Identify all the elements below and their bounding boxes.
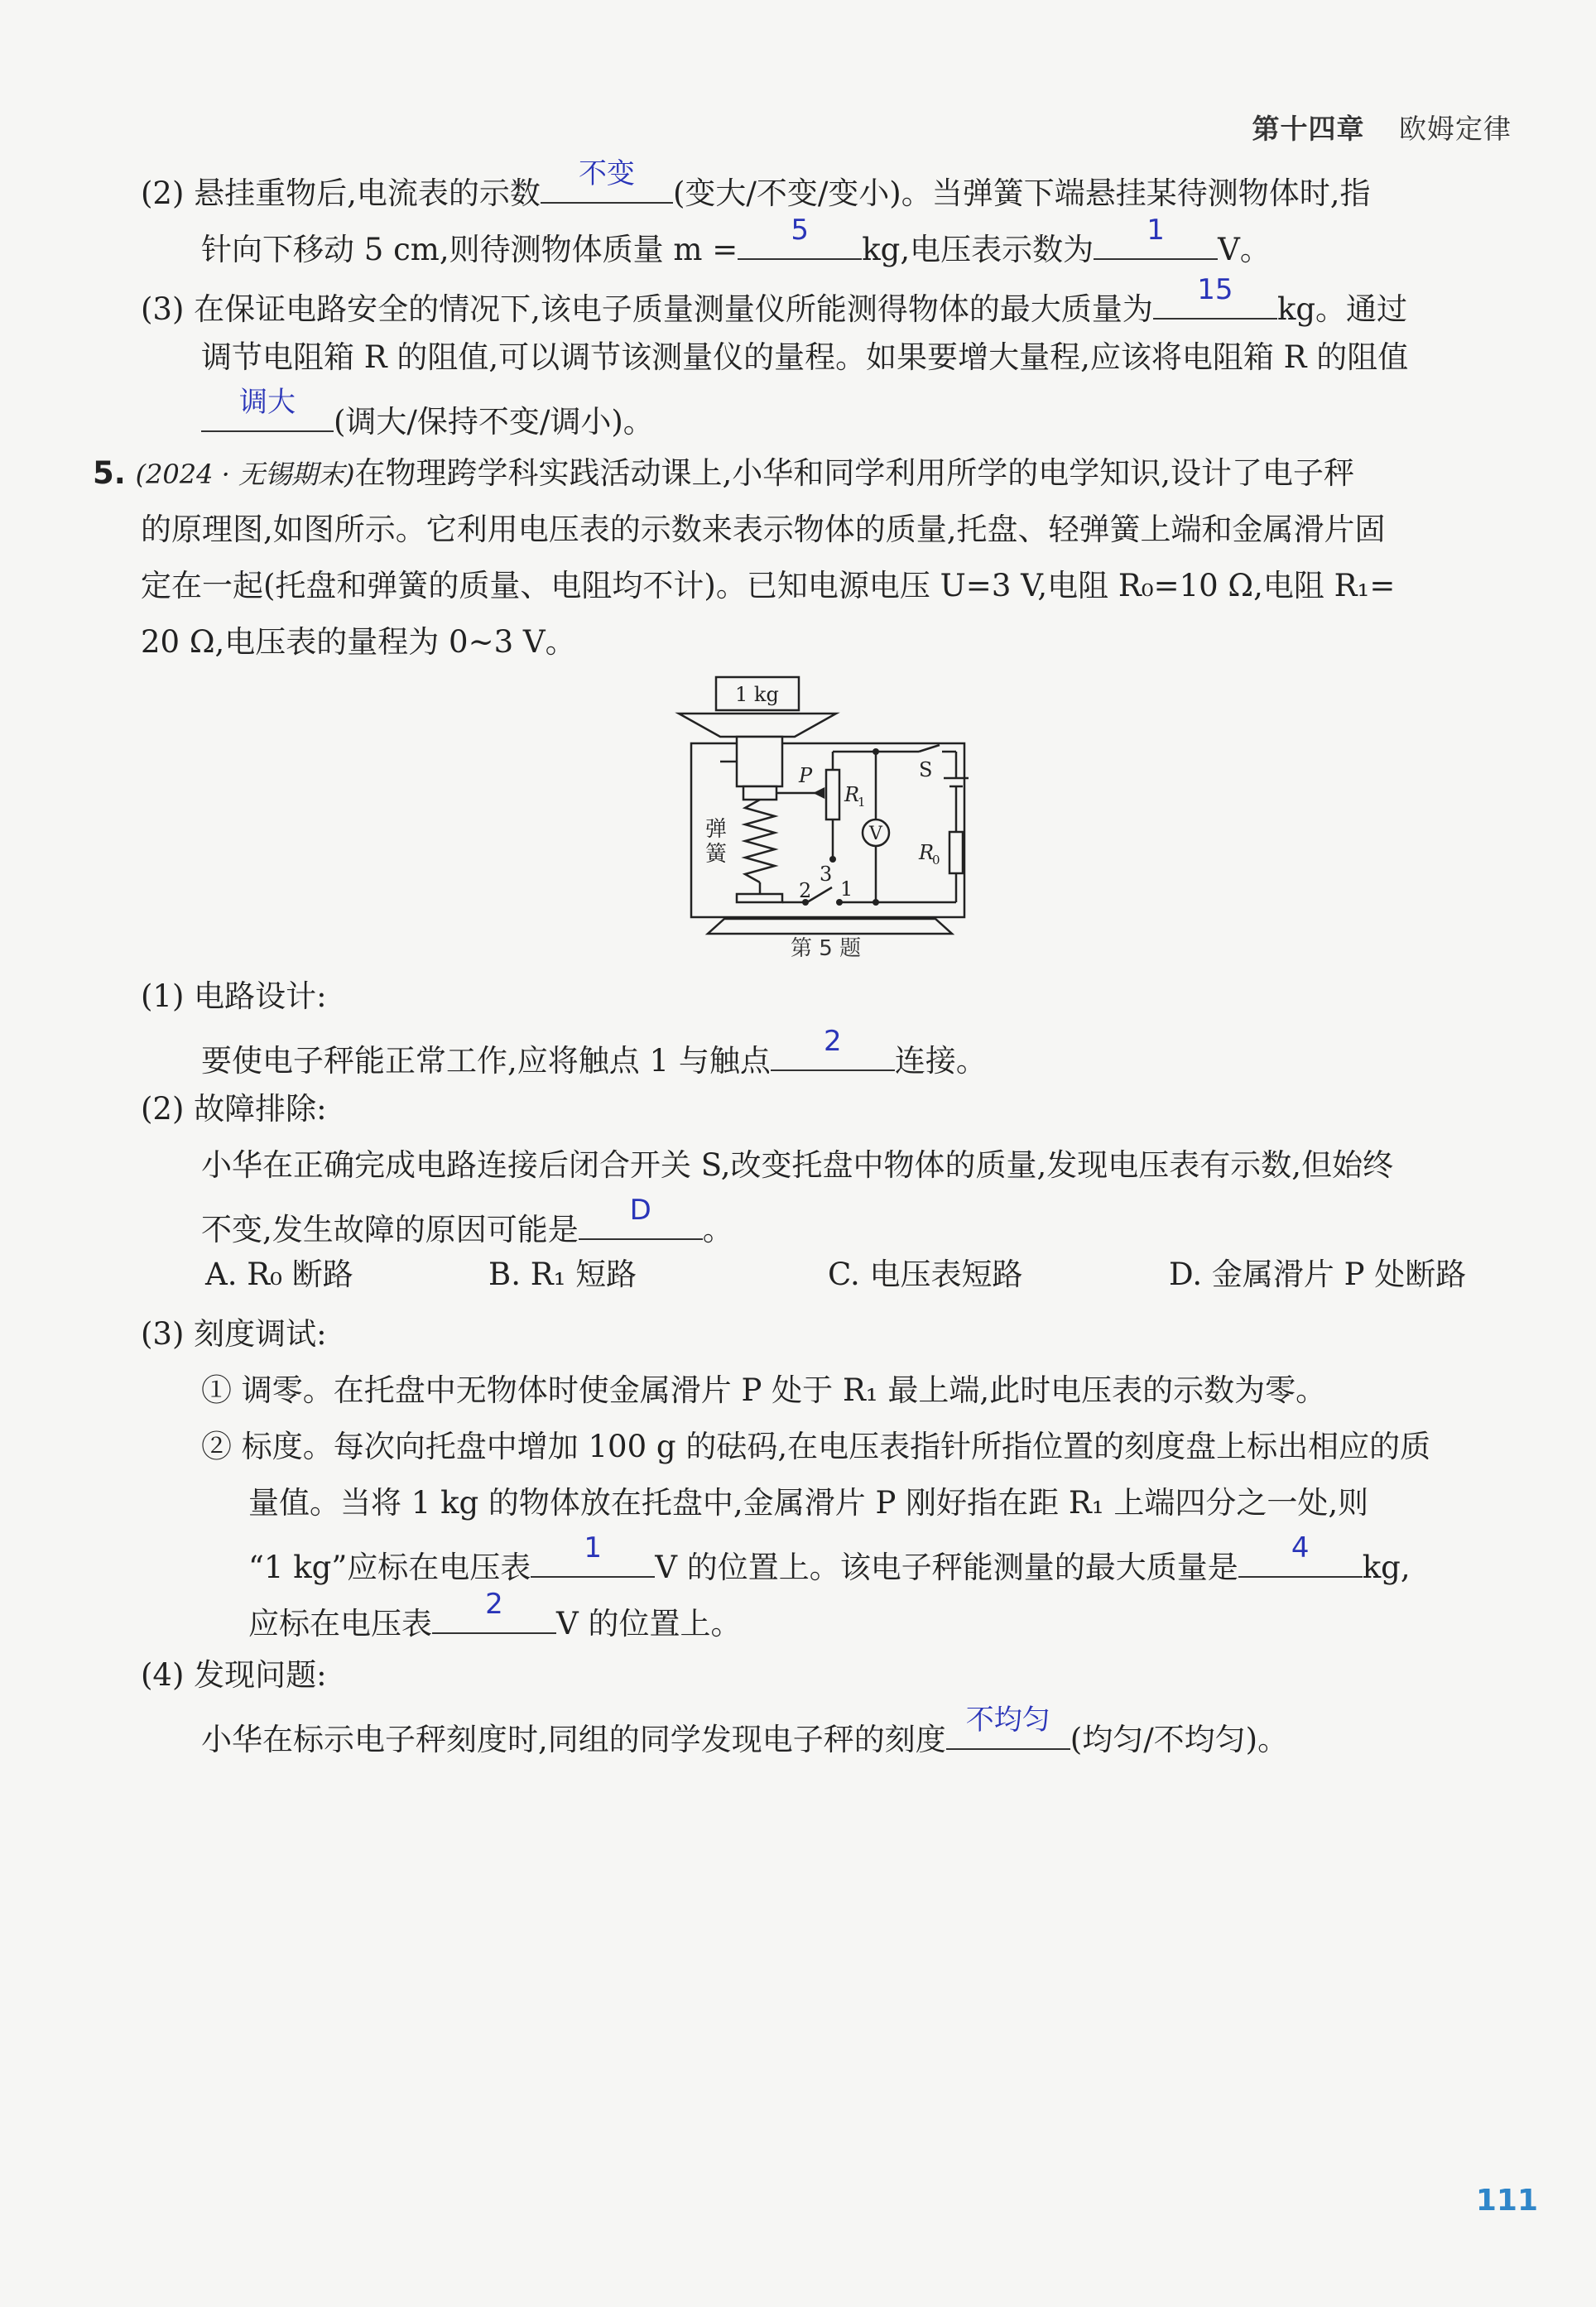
q5-option-a: A. R₀ 断路 bbox=[205, 1257, 353, 1292]
q5-p2-title: (2) 故障排除: bbox=[141, 1091, 327, 1127]
q5-option-d: D. 金属滑片 P 处断路 bbox=[1169, 1257, 1467, 1292]
electronic-scale-circuit-diagram bbox=[671, 670, 985, 935]
answer-blank: 4 bbox=[1238, 1540, 1363, 1578]
weight-label: 1 kg bbox=[735, 683, 779, 706]
q5-p3-step2-line3: “1 kg”应标在电压表 1 V 的位置上。该电子秤能测量的最大质量是 4 kg, bbox=[248, 1531, 1411, 1585]
q5-p3-title: (3) 刻度调试: bbox=[141, 1316, 327, 1352]
q5-stem-line4: 20 Ω,电压表的量程为 0~3 V。 bbox=[141, 624, 576, 660]
contact-1-label: 1 bbox=[840, 877, 853, 901]
q4-p2-line2: 针向下移动 5 cm,则待测物体质量 m = 5 kg,电压表示数为 1 V。 bbox=[201, 214, 1271, 267]
answer-blank: D bbox=[579, 1202, 703, 1240]
r0-subscript: 0 bbox=[932, 853, 940, 868]
q4-p3-line1: (3) 在保证电路安全的情况下,该电子质量测量仪所能测得物体的最大质量为 15 kg。通过 bbox=[141, 273, 1408, 327]
answer-blank: 1 bbox=[1094, 222, 1218, 260]
q5-p4-line: 小华在标示电子秤刻度时,同组的同学发现电子秤的刻度 不均匀 (均匀/不均匀)。 bbox=[201, 1704, 1289, 1757]
r1-subscript: 1 bbox=[858, 795, 866, 810]
q5-p3-step2-line2: 量值。当将 1 kg 的物体放在托盘中,金属滑片 P 刚好指在距 R₁ 上端四分之一处,则 bbox=[248, 1485, 1369, 1521]
spring-label-2: 簧 bbox=[705, 842, 728, 867]
spring-label-1: 弹 bbox=[705, 817, 728, 842]
q5-stem-line3: 定在一起(托盘和弹簧的质量、电阻均不计)。已知电源电压 U=3 V,电阻 R₀=10 Ω,电阻 R₁= bbox=[141, 568, 1396, 603]
q5-p1-title: (1) 电路设计: bbox=[141, 978, 327, 1014]
q5-p2-line1: 小华在正确完成电路连接后闭合开关 S,改变托盘中物体的质量,发现电压表有示数,但始终 bbox=[201, 1147, 1394, 1183]
q5-stem-line1: 5. (2024 · 无锡期末)在物理跨学科实践活动课上,小华和同学利用所学的电学知识,设计了电子秤 bbox=[93, 455, 1355, 491]
contact-3-label: 3 bbox=[820, 863, 833, 886]
chapter-title: 欧姆定律 bbox=[1399, 113, 1512, 145]
answer-blank: 2 bbox=[771, 1033, 895, 1071]
q4-p2-line1: (2) 悬挂重物后,电流表的示数 不变 (变大/不变/变小)。当弹簧下端悬挂某待测物体时,指 bbox=[141, 157, 1371, 211]
answer-blank: 调大 bbox=[201, 394, 334, 432]
answer-blank: 不变 bbox=[541, 166, 673, 204]
answer-blank: 2 bbox=[432, 1596, 556, 1634]
q5-p3-step2-line1: ② 标度。每次向托盘中增加 100 g 的砝码,在电压表指针所指位置的刻度盘上标出相应的质 bbox=[201, 1429, 1431, 1464]
answer-blank: 不均匀 bbox=[946, 1712, 1070, 1750]
q4-p3-line3: 调大 (调大/保持不变/调小)。 bbox=[201, 394, 654, 442]
question-source: (2024 · 无锡期末) bbox=[135, 459, 355, 490]
question-number: 5. bbox=[93, 455, 126, 491]
q5-p2-line2: 不变,发生故障的原因可能是 D 。 bbox=[201, 1194, 733, 1247]
contact-2-label: 2 bbox=[799, 879, 812, 902]
q5-p1-line: 要使电子秤能正常工作,应将触点 1 与触点 2 连接。 bbox=[201, 1025, 987, 1079]
q5-stem-line2: 的原理图,如图所示。它利用电压表的示数来表示物体的质量,托盘、轻弹簧上端和金属滑片固 bbox=[141, 512, 1386, 547]
page-header bbox=[1252, 108, 1512, 147]
answer-blank: 15 bbox=[1153, 281, 1277, 320]
q5-option-c: C. 电压表短路 bbox=[828, 1257, 1023, 1292]
answer-blank: 1 bbox=[531, 1540, 655, 1578]
q5-option-b: B. R₁ 短路 bbox=[488, 1257, 637, 1292]
q5-p4-title: (4) 发现问题: bbox=[141, 1657, 327, 1693]
page-number: 111 bbox=[1475, 2184, 1538, 2218]
q5-p3-step1: ① 调零。在托盘中无物体时使金属滑片 P 处于 R₁ 最上端,此时电压表的示数为零。 bbox=[201, 1372, 1327, 1408]
switch-s-label: S bbox=[919, 758, 933, 781]
figure-caption: 第 5 题 bbox=[791, 936, 862, 961]
r0-label: R bbox=[919, 841, 935, 864]
answer-blank: 5 bbox=[738, 222, 862, 260]
chapter-number: 第十四章 bbox=[1252, 113, 1365, 145]
q5-p3-step2-line4: 应标在电压表 2 V 的位置上。 bbox=[248, 1588, 742, 1641]
r1-label: R bbox=[844, 783, 860, 806]
q4-p3-line2: 调节电阻箱 R 的阻值,可以调节该测量仪的量程。如果要增大量程,应该将电阻箱 R 的阻值 bbox=[201, 339, 1409, 375]
voltmeter-label: V bbox=[869, 824, 882, 844]
slider-p-label: P bbox=[799, 764, 813, 787]
